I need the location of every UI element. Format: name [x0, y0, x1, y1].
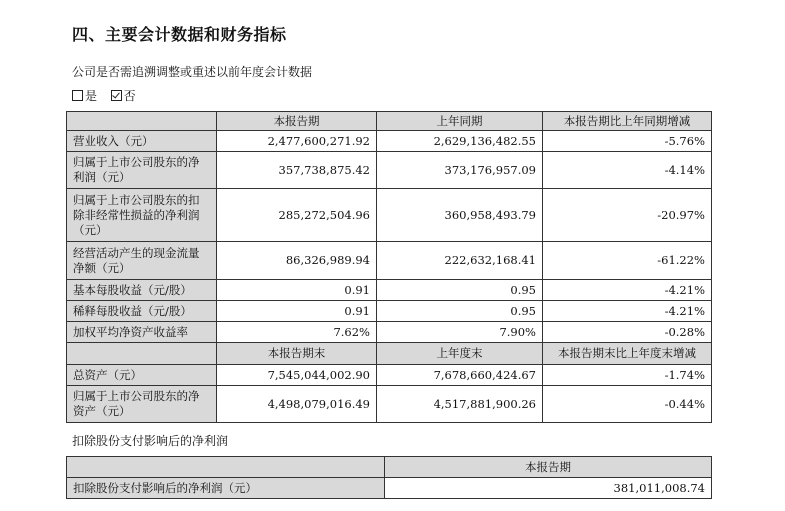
prior-value: 7.90% — [377, 322, 543, 343]
current-value: 2,477,600,271.92 — [217, 131, 377, 152]
share-payment-table — [66, 456, 712, 499]
change-value: -5.76% — [543, 131, 712, 152]
current-value: 0.91 — [217, 280, 377, 301]
restatement-options — [72, 87, 136, 104]
header-blank-cell — [67, 343, 217, 365]
share-payment-note: 扣除股份支付影响后的净利润 — [72, 434, 229, 448]
header-current-period: 本报告期 — [217, 112, 377, 131]
prior-value: 7,678,660,424.67 — [377, 365, 543, 386]
no-label: 否 — [123, 89, 136, 103]
table-row — [67, 301, 712, 322]
current-value: 0.91 — [217, 301, 377, 322]
change-value: -61.22% — [543, 242, 712, 280]
change-value: -0.44% — [543, 386, 712, 423]
row-label: 扣除股份支付影响后的净利润（元） — [67, 478, 385, 499]
row-label: 营业收入（元） — [67, 131, 217, 152]
header-current-period-end: 本报告期末 — [217, 343, 377, 365]
row-label: 基本每股收益（元/股） — [67, 280, 217, 301]
table-row — [67, 322, 712, 343]
row-label: 稀释每股收益（元/股） — [67, 301, 217, 322]
table-row — [67, 189, 712, 242]
change-value: -0.28% — [543, 322, 712, 343]
yes-label: 是 — [85, 89, 98, 103]
no-checkbox[interactable] — [111, 90, 122, 101]
current-value: 4,498,079,016.49 — [217, 386, 377, 423]
header-prior-period: 上年同期 — [377, 112, 543, 131]
row-label: 总资产（元） — [67, 365, 217, 386]
prior-value: 2,629,136,482.55 — [377, 131, 543, 152]
row-label: 经营活动产生的现金流量净额（元） — [67, 242, 217, 280]
header-row-period — [67, 112, 712, 131]
header-row — [67, 457, 712, 478]
table-row — [67, 242, 712, 280]
change-value: -20.97% — [543, 189, 712, 242]
table-row — [67, 131, 712, 152]
current-value: 357,738,875.42 — [217, 152, 377, 189]
table-row — [67, 365, 712, 386]
prior-value: 222,632,168.41 — [377, 242, 543, 280]
table-row — [67, 280, 712, 301]
prior-value: 0.95 — [377, 280, 543, 301]
row-label: 归属于上市公司股东的净利润（元） — [67, 152, 217, 189]
financial-data-table — [66, 111, 712, 423]
yes-checkbox[interactable] — [72, 90, 83, 101]
current-value: 7.62% — [217, 322, 377, 343]
header-change-year-end: 本报告期末比上年度末增减 — [543, 343, 712, 365]
change-value: -1.74% — [543, 365, 712, 386]
change-value: -4.21% — [543, 301, 712, 322]
row-label: 归属于上市公司股东的净资产（元） — [67, 386, 217, 423]
table-row — [67, 386, 712, 423]
prior-value: 373,176,957.09 — [377, 152, 543, 189]
net-profit-value: 381,011,008.74 — [385, 478, 712, 499]
restatement-question: 公司是否需追溯调整或重述以前年度会计数据 — [72, 65, 313, 79]
header-change: 本报告期比上年同期增减 — [543, 112, 712, 131]
header-blank-cell — [67, 112, 217, 131]
section-heading: 四、主要会计数据和财务指标 — [72, 25, 287, 44]
change-value: -4.21% — [543, 280, 712, 301]
current-value: 86,326,989.94 — [217, 242, 377, 280]
table-row — [67, 152, 712, 189]
header-blank-cell — [67, 457, 385, 478]
current-value: 285,272,504.96 — [217, 189, 377, 242]
change-value: -4.14% — [543, 152, 712, 189]
prior-value: 360,958,493.79 — [377, 189, 543, 242]
prior-value: 0.95 — [377, 301, 543, 322]
header-current-period: 本报告期 — [385, 457, 712, 478]
current-value: 7,545,044,002.90 — [217, 365, 377, 386]
header-row-period-end — [67, 343, 712, 365]
header-prior-year-end: 上年度末 — [377, 343, 543, 365]
row-label: 加权平均净资产收益率 — [67, 322, 217, 343]
row-label: 归属于上市公司股东的扣除非经常性损益的净利润（元） — [67, 189, 217, 242]
table-row — [67, 478, 712, 499]
prior-value: 4,517,881,900.26 — [377, 386, 543, 423]
